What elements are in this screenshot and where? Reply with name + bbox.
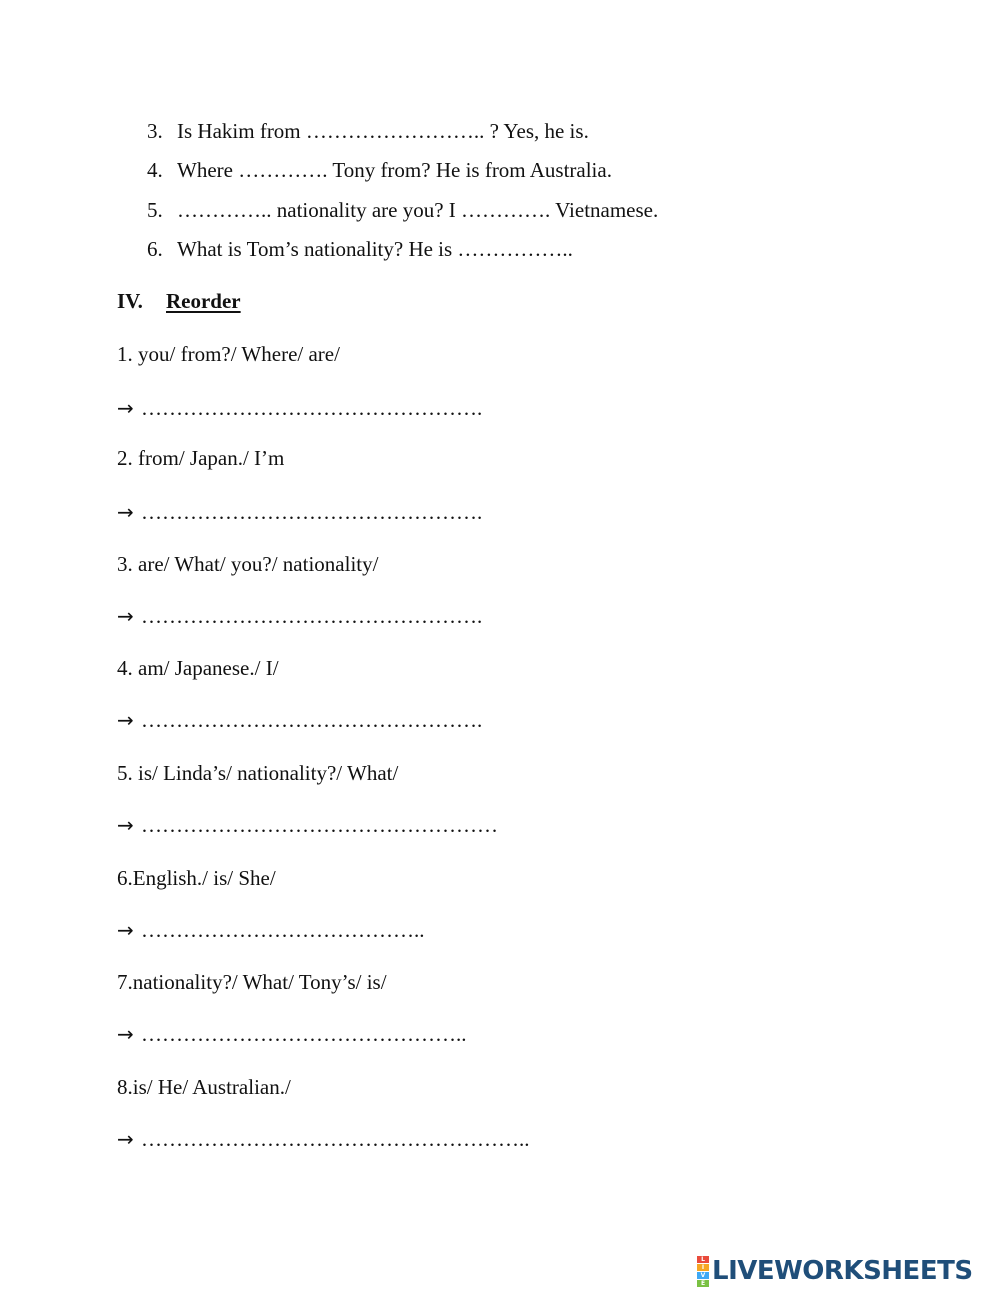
- answer-blank[interactable]: ………………………………………….: [141, 708, 483, 732]
- reorder-prompt: 7.nationality?/ What/ Tony’s/ is/: [117, 970, 387, 994]
- reorder-prompt: 4. am/ Japanese./ I/: [117, 656, 279, 680]
- logo-block: I: [697, 1264, 709, 1271]
- answer-blank[interactable]: ………………………………………………..: [141, 1127, 530, 1151]
- section-title: Reorder: [166, 289, 241, 313]
- answer-line[interactable]: [117, 396, 482, 420]
- answer-blank[interactable]: ……………………………………………: [141, 813, 498, 837]
- logo-block: E: [697, 1280, 709, 1287]
- item-number: 6.: [147, 237, 163, 261]
- item-text: ………….. nationality are you? I …………. Vietnamese.: [177, 198, 659, 222]
- answer-line[interactable]: [117, 500, 482, 524]
- answer-line[interactable]: [117, 813, 498, 837]
- arrow-right-icon: →: [117, 604, 134, 628]
- logo-block: L: [697, 1256, 709, 1263]
- arrow-right-icon: →: [117, 396, 134, 420]
- answer-line[interactable]: [117, 918, 425, 942]
- answer-blank[interactable]: ………………………………………….: [141, 396, 483, 420]
- arrow-right-icon: →: [117, 500, 134, 524]
- answer-line[interactable]: [117, 1022, 467, 1046]
- section-heading: [117, 289, 241, 313]
- item-number: 3.: [147, 119, 163, 143]
- answer-blank[interactable]: ………………………………………..: [141, 1022, 467, 1046]
- item-text: What is Tom’s nationality? He is ……………..: [177, 237, 573, 261]
- logo-blocks-icon: [697, 1256, 709, 1287]
- section-number: IV.: [117, 289, 143, 313]
- logo-block: V: [697, 1272, 709, 1279]
- item-text: Is Hakim from …………………….. ? Yes, he is.: [177, 119, 589, 143]
- fill-blank-item: [147, 158, 612, 182]
- answer-line[interactable]: [117, 1127, 530, 1151]
- reorder-prompt: 1. you/ from?/ Where/ are/: [117, 342, 340, 366]
- fill-blank-item: [147, 119, 589, 143]
- arrow-right-icon: →: [117, 918, 134, 942]
- logo-text: LIVEWORKSHEETS: [712, 1256, 973, 1286]
- liveworksheets-logo: [697, 1254, 973, 1288]
- answer-blank[interactable]: ………………………………………….: [141, 604, 483, 628]
- answer-blank[interactable]: ………………………………………….: [141, 500, 483, 524]
- fill-blank-item: [147, 237, 573, 261]
- reorder-prompt: 2. from/ Japan./ I’m: [117, 446, 285, 470]
- reorder-prompt: 8.is/ He/ Australian./: [117, 1075, 291, 1099]
- item-text: Where …………. Tony from? He is from Australia.: [177, 158, 612, 182]
- reorder-prompt: 5. is/ Linda’s/ nationality?/ What/: [117, 761, 399, 785]
- answer-line[interactable]: [117, 708, 482, 732]
- answer-line[interactable]: [117, 604, 482, 628]
- item-number: 5.: [147, 198, 163, 222]
- arrow-right-icon: →: [117, 708, 134, 732]
- arrow-right-icon: →: [117, 1127, 134, 1151]
- fill-blank-item: [147, 198, 658, 222]
- reorder-prompt: 6.English./ is/ She/: [117, 866, 276, 890]
- reorder-prompt: 3. are/ What/ you?/ nationality/: [117, 552, 379, 576]
- answer-blank[interactable]: …………………………………..: [141, 918, 425, 942]
- item-number: 4.: [147, 158, 163, 182]
- arrow-right-icon: →: [117, 1022, 134, 1046]
- arrow-right-icon: →: [117, 813, 134, 837]
